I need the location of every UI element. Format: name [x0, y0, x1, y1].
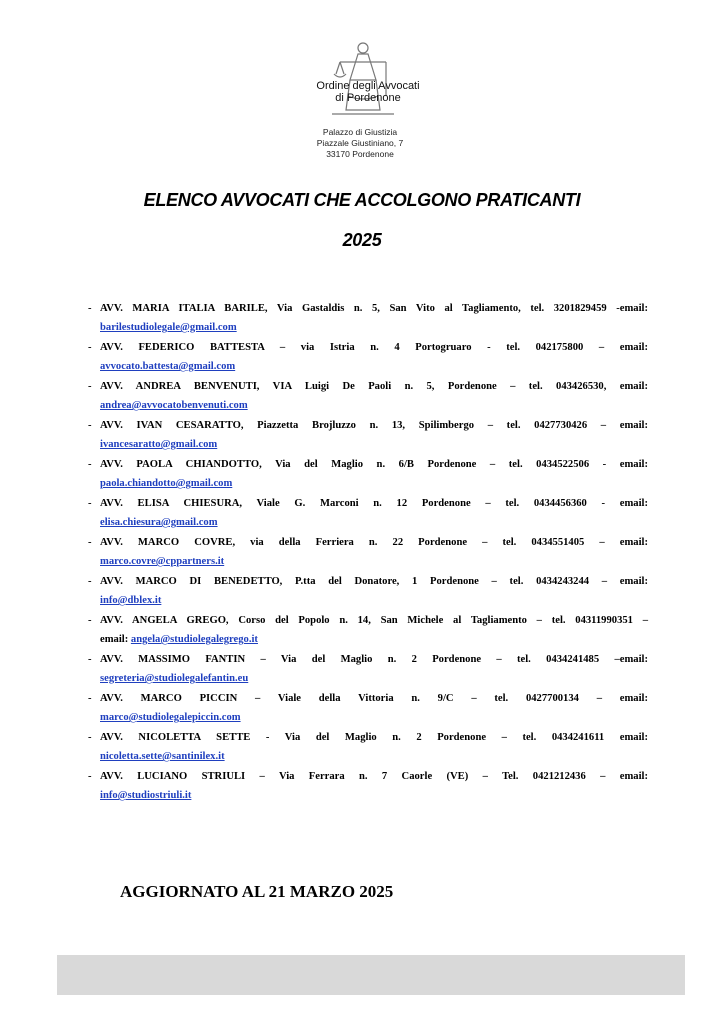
list-bullet: - [88, 498, 92, 509]
email-line [100, 321, 648, 334]
list-bullet: - [88, 342, 92, 353]
lawyer-details: AVV. NICOLETTA SETTE - Via del Maglio n. 2 Pordenone – tel. 0434241611 email: [100, 732, 648, 743]
list-item [88, 380, 648, 419]
email-link[interactable]: marco.covre@cppartners.it [100, 556, 225, 567]
list-item [88, 302, 648, 341]
email-line [100, 633, 648, 646]
email-link[interactable]: ivancesaratto@gmail.com [100, 439, 218, 450]
email-link[interactable]: paola.chiandotto@gmail.com [100, 478, 233, 489]
list-item [88, 692, 648, 731]
list-bullet: - [88, 537, 92, 548]
list-item [88, 458, 648, 497]
footer-bar [57, 955, 685, 995]
list-item [88, 497, 648, 536]
address-line: Piazzale Giustiniano, 7 [316, 138, 404, 148]
list-bullet: - [88, 654, 92, 665]
lawyer-details: AVV. ANDREA BENVENUTI, VIA Luigi De Paoli n. 5, Pordenone – tel. 043426530, email: [100, 381, 648, 392]
email-link[interactable]: barilestudiolegale@gmail.com [100, 322, 237, 333]
lawyer-details: AVV. ELISA CHIESURA, Viale G. Marconi n. 12 Pordenone – tel. 0434456360 - email: [100, 498, 648, 509]
list-item [88, 341, 648, 380]
email-link[interactable]: andrea@avvocatobenvenuti.com [100, 400, 248, 411]
address-line: 33170 Pordenone [326, 149, 394, 159]
list-item [88, 419, 648, 458]
email-link[interactable]: nicoletta.sette@santinilex.it [100, 751, 225, 762]
email-line [100, 360, 648, 373]
email-line [100, 711, 648, 724]
lawyer-details: AVV. FEDERICO BATTESTA – via Istria n. 4 Portogruaro - tel. 042175800 – email: [100, 342, 648, 353]
email-line [100, 594, 648, 607]
email-line [100, 438, 648, 451]
email-line [100, 750, 648, 763]
address-line: Palazzo di Giustizia [322, 127, 398, 137]
lawyer-details: AVV. MARCO PICCIN – Viale della Vittoria n. 9/C – tel. 0427700134 – email: [100, 693, 648, 704]
lawyer-details: AVV. MARCO COVRE, via della Ferriera n. 22 Pordenone – tel. 0434551405 – email: [100, 537, 648, 548]
updated-note: AGGIORNATO AL 21 MARZO 2025 [120, 882, 394, 901]
justice-seal-icon [328, 40, 398, 118]
list-bullet: - [88, 771, 92, 782]
email-link[interactable]: angela@studiolegalegrego.it [130, 634, 258, 645]
email-link[interactable]: info@studiostriuli.it [100, 790, 192, 801]
logo-line: di Pordenone [335, 92, 401, 104]
email-link[interactable]: info@dblex.it [100, 595, 162, 606]
email-link[interactable]: marco@studiolegalepiccin.com [100, 712, 241, 723]
lawyer-details: AVV. MARIA ITALIA BARILE, Via Gastaldis n. 5, San Vito al Tagliamento, tel. 3201829459 -email: [100, 303, 648, 314]
list-item [88, 770, 648, 809]
email-line [100, 516, 648, 529]
email-line [100, 789, 648, 802]
list-bullet: - [88, 420, 92, 431]
lawyer-details: AVV. MARCO DI BENEDETTO, P.tta del Donatore, 1 Pordenone – tel. 0434243244 – email: [100, 576, 648, 587]
list-bullet: - [88, 615, 92, 626]
list-item [88, 575, 648, 614]
email-line [100, 477, 648, 490]
list-item [88, 731, 648, 770]
lawyer-details: AVV. PAOLA CHIANDOTTO, Via del Maglio n. 6/B Pordenone – tel. 0434522506 - email: [100, 459, 648, 470]
list-item [88, 653, 648, 692]
list-item [88, 536, 648, 575]
email-link[interactable]: avvocato.battesta@gmail.com [100, 361, 236, 372]
email-line [100, 555, 648, 568]
header-logo [300, 40, 430, 120]
email-line [100, 672, 648, 685]
list-bullet: - [88, 732, 92, 743]
lawyer-details: AVV. LUCIANO STRIULI – Via Ferrara n. 7 Caorle (VE) – Tel. 0421212436 – email: [100, 771, 648, 782]
document-title: ELENCO AVVOCATI CHE ACCOLGONO PRATICANTI [143, 190, 581, 210]
email-line [100, 399, 648, 412]
list-bullet: - [88, 381, 92, 392]
list-bullet: - [88, 693, 92, 704]
logo-text [308, 80, 428, 104]
list-bullet: - [88, 576, 92, 587]
lawyer-details: AVV. IVAN CESARATTO, Piazzetta Brojluzzo n. 13, Spilimbergo – tel. 0427730426 – email: [100, 420, 648, 431]
lawyer-details: AVV. MASSIMO FANTIN – Via del Maglio n. 2 Pordenone – tel. 0434241485 –email: [100, 654, 648, 665]
email-link[interactable]: segreteria@studiolegalefantin.eu [100, 673, 249, 684]
list-item [88, 614, 648, 653]
list-bullet: - [88, 303, 92, 314]
list-bullet: - [88, 459, 92, 470]
email-prefix: email: [100, 634, 131, 645]
email-link[interactable]: elisa.chiesura@gmail.com [100, 517, 218, 528]
logo-line: Ordine degli Avvocati [316, 80, 420, 92]
lawyer-list [88, 302, 648, 809]
lawyer-details: AVV. ANGELA GREGO, Corso del Popolo n. 14, San Michele al Tagliamento – tel. 04311990351 – [100, 615, 648, 626]
document-year: 2025 [342, 230, 382, 250]
address-block [290, 127, 430, 160]
